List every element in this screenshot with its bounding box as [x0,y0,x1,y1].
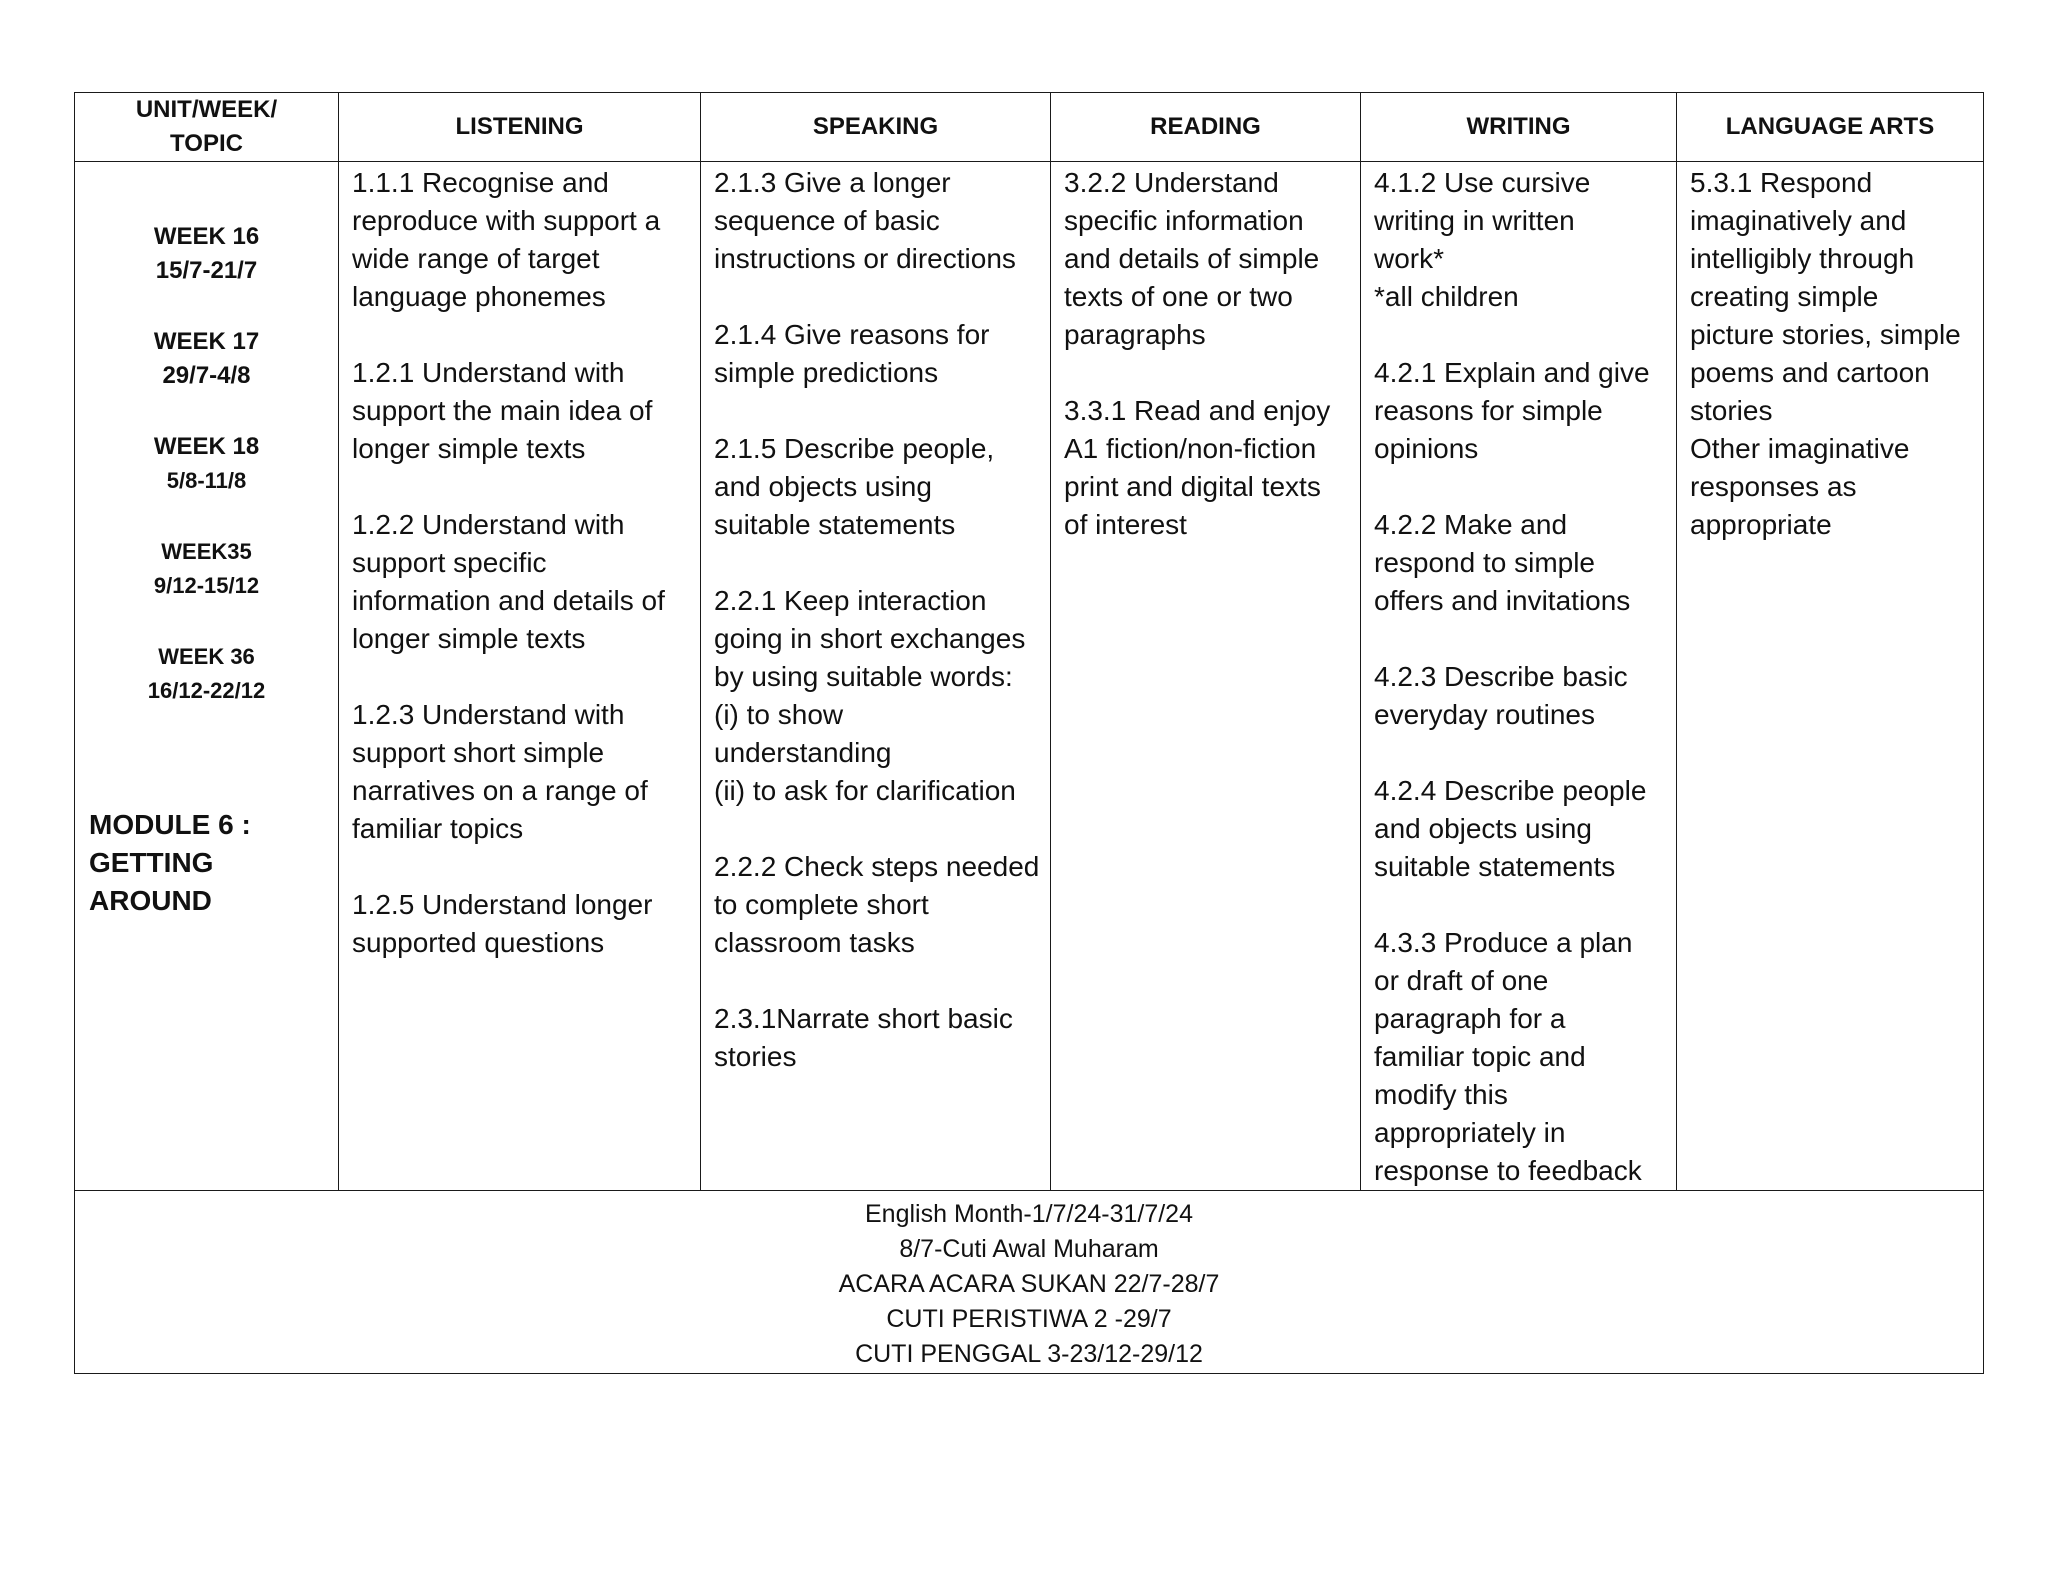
reading-standard: 3.3.1 Read and enjoy A1 fiction/non-fiction print and digital texts of interest [1064,395,1331,540]
header-reading: READING [1051,93,1361,162]
language-arts-standard: 5.3.1 Respond imaginatively and intelligibly through creating simple picture stories, simple poems and cartoon stories Other imaginative responses as appropriate [1690,167,1961,540]
listening-standard: 1.2.3 Understand with support short simple narratives on a range of familiar topics [352,699,648,844]
note-line: ACARA ACARA SUKAN 22/7-28/7 [838,1270,1220,1298]
week-entry [75,640,338,708]
note-line: 8/7-Cuti Awal Muharam [899,1235,1159,1263]
notes-row [75,1191,1984,1374]
listening-standard: 1.2.2 Understand with support specific information and details of longer simple texts [352,509,665,654]
week-list [75,220,338,745]
notes-cell [75,1191,1984,1374]
note-line: English Month-1/7/24-31/7/24 [865,1200,1193,1228]
language-arts-cell [1677,162,1984,1191]
header-row [75,93,1984,162]
week-dates: 29/7-4/8 [162,362,251,389]
week-dates: 5/8-11/8 [166,468,247,493]
reading-standard: 3.2.2 Understand specific information and details of simple texts of one or two paragraphs [1064,167,1320,350]
week-entry [75,430,338,498]
week-entry [75,220,338,288]
module-title: MODULE 6 : GETTING AROUND [89,809,251,916]
header-listening: LISTENING [339,93,701,162]
listening-cell [339,162,701,1191]
writing-standard: 4.2.1 Explain and give reasons for simple opinions [1374,357,1650,464]
writing-standard: 4.3.3 Produce a plan or draft of one paragraph for a familiar topic and modify this appropriately in response to feedback [1374,927,1642,1186]
week-label: WEEK35 [161,539,252,564]
unit-week-topic-cell [75,162,339,1191]
speaking-standard: 2.3.1Narrate short basic stories [714,1003,1013,1072]
writing-standard: 4.1.2 Use cursive writing in written work* *all children [1374,167,1591,312]
speaking-cell [701,162,1051,1191]
writing-cell [1361,162,1677,1191]
week-label: WEEK 16 [153,223,260,250]
header-writing: WRITING [1361,93,1677,162]
week-dates: 9/12-15/12 [153,573,260,598]
week-entry [75,535,338,603]
scheme-of-work-table [74,92,1984,1374]
speaking-standard: 2.1.5 Describe people, and objects using suitable statements [714,433,995,540]
content-row [75,162,1984,1191]
note-line: CUTI PERISTIWA 2 -29/7 [886,1305,1172,1333]
week-label: WEEK 17 [153,328,260,355]
listening-standard: 1.2.1 Understand with support the main idea of longer simple texts [352,357,653,464]
week-entry [75,325,338,393]
speaking-standard: 2.1.3 Give a longer sequence of basic instructions or directions [714,167,1016,274]
note-line: CUTI PENGGAL 3-23/12-29/12 [855,1340,1203,1368]
speaking-standard: 2.2.1 Keep interaction going in short exchanges by using suitable words: (i) to show understanding (ii) to ask for clarification [714,585,1026,806]
week-dates: 15/7-21/7 [155,257,258,284]
header-speaking: SPEAKING [701,93,1051,162]
writing-standard: 4.2.2 Make and respond to simple offers and invitations [1374,509,1631,616]
speaking-standard: 2.1.4 Give reasons for simple predictions [714,319,990,388]
header-unit-week-topic: UNIT/WEEK/ TOPIC [75,93,339,162]
listening-standard: 1.2.5 Understand longer supported questions [352,889,653,958]
speaking-standard: 2.2.2 Check steps needed to complete short classroom tasks [714,851,1040,958]
writing-standard: 4.2.4 Describe people and objects using suitable statements [1374,775,1647,882]
week-dates: 16/12-22/12 [147,678,266,703]
header-language-arts: LANGUAGE ARTS [1677,93,1984,162]
week-label: WEEK 18 [153,433,260,460]
writing-standard: 4.2.3 Describe basic everyday routines [1374,661,1628,730]
week-label: WEEK 36 [158,644,255,669]
listening-standard: 1.1.1 Recognise and reproduce with support a wide range of target language phonemes [352,167,661,312]
reading-cell [1051,162,1361,1191]
